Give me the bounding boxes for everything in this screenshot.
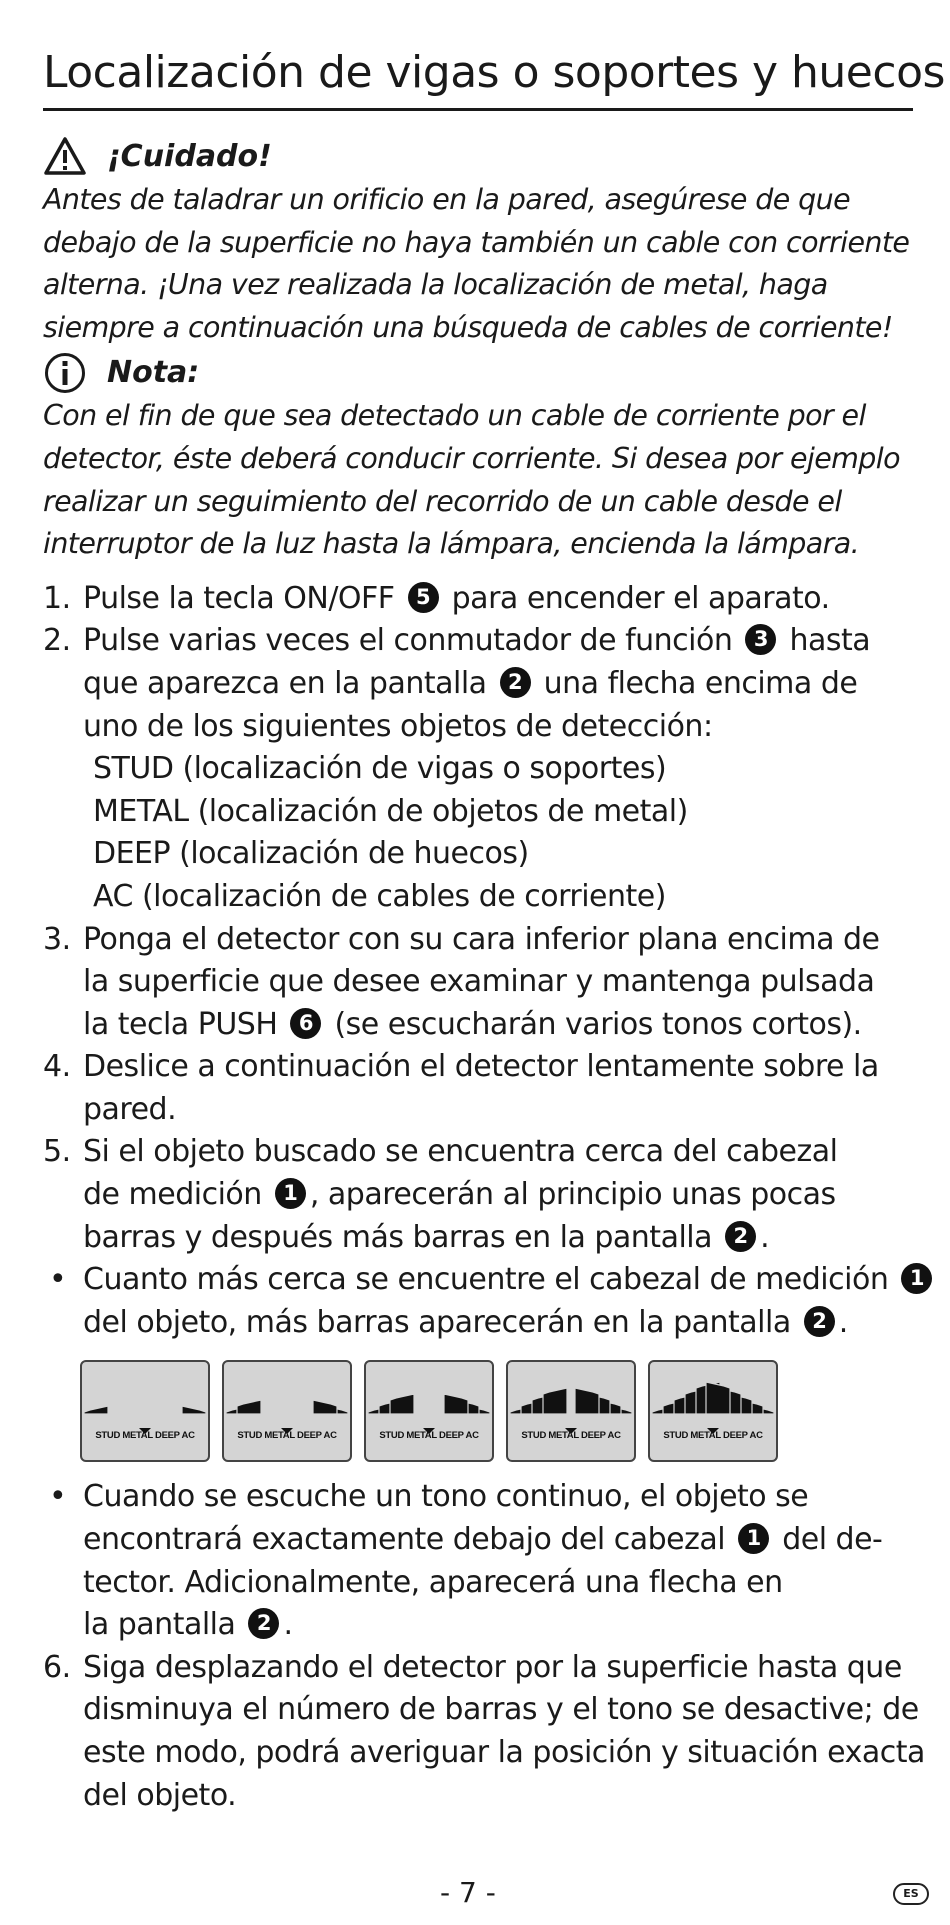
mode-option-stud: STUD (localización de vigas o soportes) [93, 751, 667, 787]
callout-badge: 2 [500, 667, 531, 698]
mode-option-ac: AC (localización de cables de corriente) [93, 878, 666, 914]
caution-title: ¡Cuidado! [107, 139, 272, 174]
language-badge: ES [893, 1883, 929, 1905]
step-4: 4. Deslice a continuación el detector lentamente sobre la pared. [43, 1049, 879, 1127]
lcd-mode-labels: STUD METAL DEEP AC [95, 1429, 195, 1441]
callout-badge: 1 [901, 1263, 932, 1294]
callout-badge: 2 [725, 1221, 756, 1252]
signal-bar [237, 1400, 261, 1414]
lcd-mode-labels: STUD METAL DEEP AC [237, 1429, 337, 1441]
lcd-mode-labels: STUD METAL DEEP AC [663, 1429, 763, 1441]
lcd-display-level-5 [648, 1360, 778, 1462]
signal-bar [543, 1388, 567, 1414]
bullet-1: • Cuanto más cerca se encuentre el cabezal de medición 1 del objeto, más barras aparecerán en la pantalla 2 . [43, 1259, 913, 1344]
signal-strength-displays [80, 1360, 913, 1462]
mode-option-deep: DEEP (localización de huecos) [93, 836, 529, 872]
step-6: 6. Siga desplazando el detector por la superficie hasta que disminuya el número de barras y el tono se desactive; de este modo, podrá averiguar la posición y situación exacta del objeto. [43, 1649, 925, 1813]
callout-badge: 6 [290, 1008, 321, 1039]
caution-text: Antes de taladrar un orificio en la pared, asegúrese de que debajo de la superficie no haya también un cable con corriente alterna. ¡Una vez realizada la localización de metal, haga siempre a continuación una búsqueda de cables de corriente! [43, 183, 910, 344]
step-1: 1. Pulse la tecla ON/OFF 5 para encender el aparato. [43, 580, 830, 616]
callout-badge: 1 [738, 1523, 769, 1554]
lcd-display-level-3 [364, 1360, 494, 1462]
lcd-display-level-2 [222, 1360, 352, 1462]
note-title: Nota: [107, 355, 200, 391]
lcd-display-level-4 [506, 1360, 636, 1462]
page-number: - 7 - [440, 1876, 496, 1909]
note-heading [43, 351, 913, 395]
signal-bar [313, 1400, 337, 1414]
info-circle-icon [43, 351, 87, 395]
page-title: Localización de vigas o soportes y huecos [43, 40, 913, 111]
callout-badge: 1 [275, 1178, 306, 1209]
mode-option-metal: METAL (localización de objetos de metal) [93, 793, 688, 829]
step-5: 5. Si el objeto buscado se encuentra cerca del cabezal de medición 1 , aparecerán al principio unas pocas barras y después más barras en la pantalla 2 . [43, 1134, 838, 1255]
instruction-list [43, 578, 925, 1817]
signal-bar [182, 1406, 206, 1414]
step-3: 3. Ponga el detector con su cara inferior plana encima de la superficie que desee examinar y mantenga pulsada la tecla PUSH 6 (se escucharán varios tonos cortos). [43, 921, 880, 1042]
signal-bar [444, 1394, 468, 1414]
callout-badge: 2 [248, 1608, 279, 1639]
callout-badge: 2 [804, 1306, 835, 1337]
step-2: 2. Pulse varias veces el conmutador de función 3 hasta que aparezca en la pantalla 2 una flecha encima de uno de los siguientes objetos de detección: [43, 623, 871, 744]
lcd-mode-labels: STUD METAL DEEP AC [379, 1429, 479, 1441]
signal-bar [706, 1382, 730, 1414]
callout-badge: 5 [408, 582, 439, 613]
signal-bar [84, 1406, 108, 1414]
note-text: Con el fin de que sea detectado un cable de corriente por el detector, éste deberá conducir corriente. Si desea por ejemplo realizar un seguimiento del recorrido de un cable desde el interruptor de la luz hasta la lámpara, encienda la lámpara. [43, 399, 900, 561]
signal-bar [575, 1388, 599, 1414]
callout-badge: 3 [745, 624, 776, 655]
warning-triangle-icon [43, 135, 87, 179]
lcd-display-level-1 [80, 1360, 210, 1462]
bullet-2: • Cuando se escuche un tono continuo, el objeto se encontrará exactamente debajo del cabezal 1 del de- tector. Adicionalmente, aparecerá una flecha en la pantalla 2 . [49, 1479, 883, 1643]
caution-heading [43, 135, 913, 179]
lcd-mode-labels: STUD METAL DEEP AC [521, 1429, 621, 1441]
manual-page [43, 40, 945, 1817]
signal-bar [390, 1394, 414, 1414]
